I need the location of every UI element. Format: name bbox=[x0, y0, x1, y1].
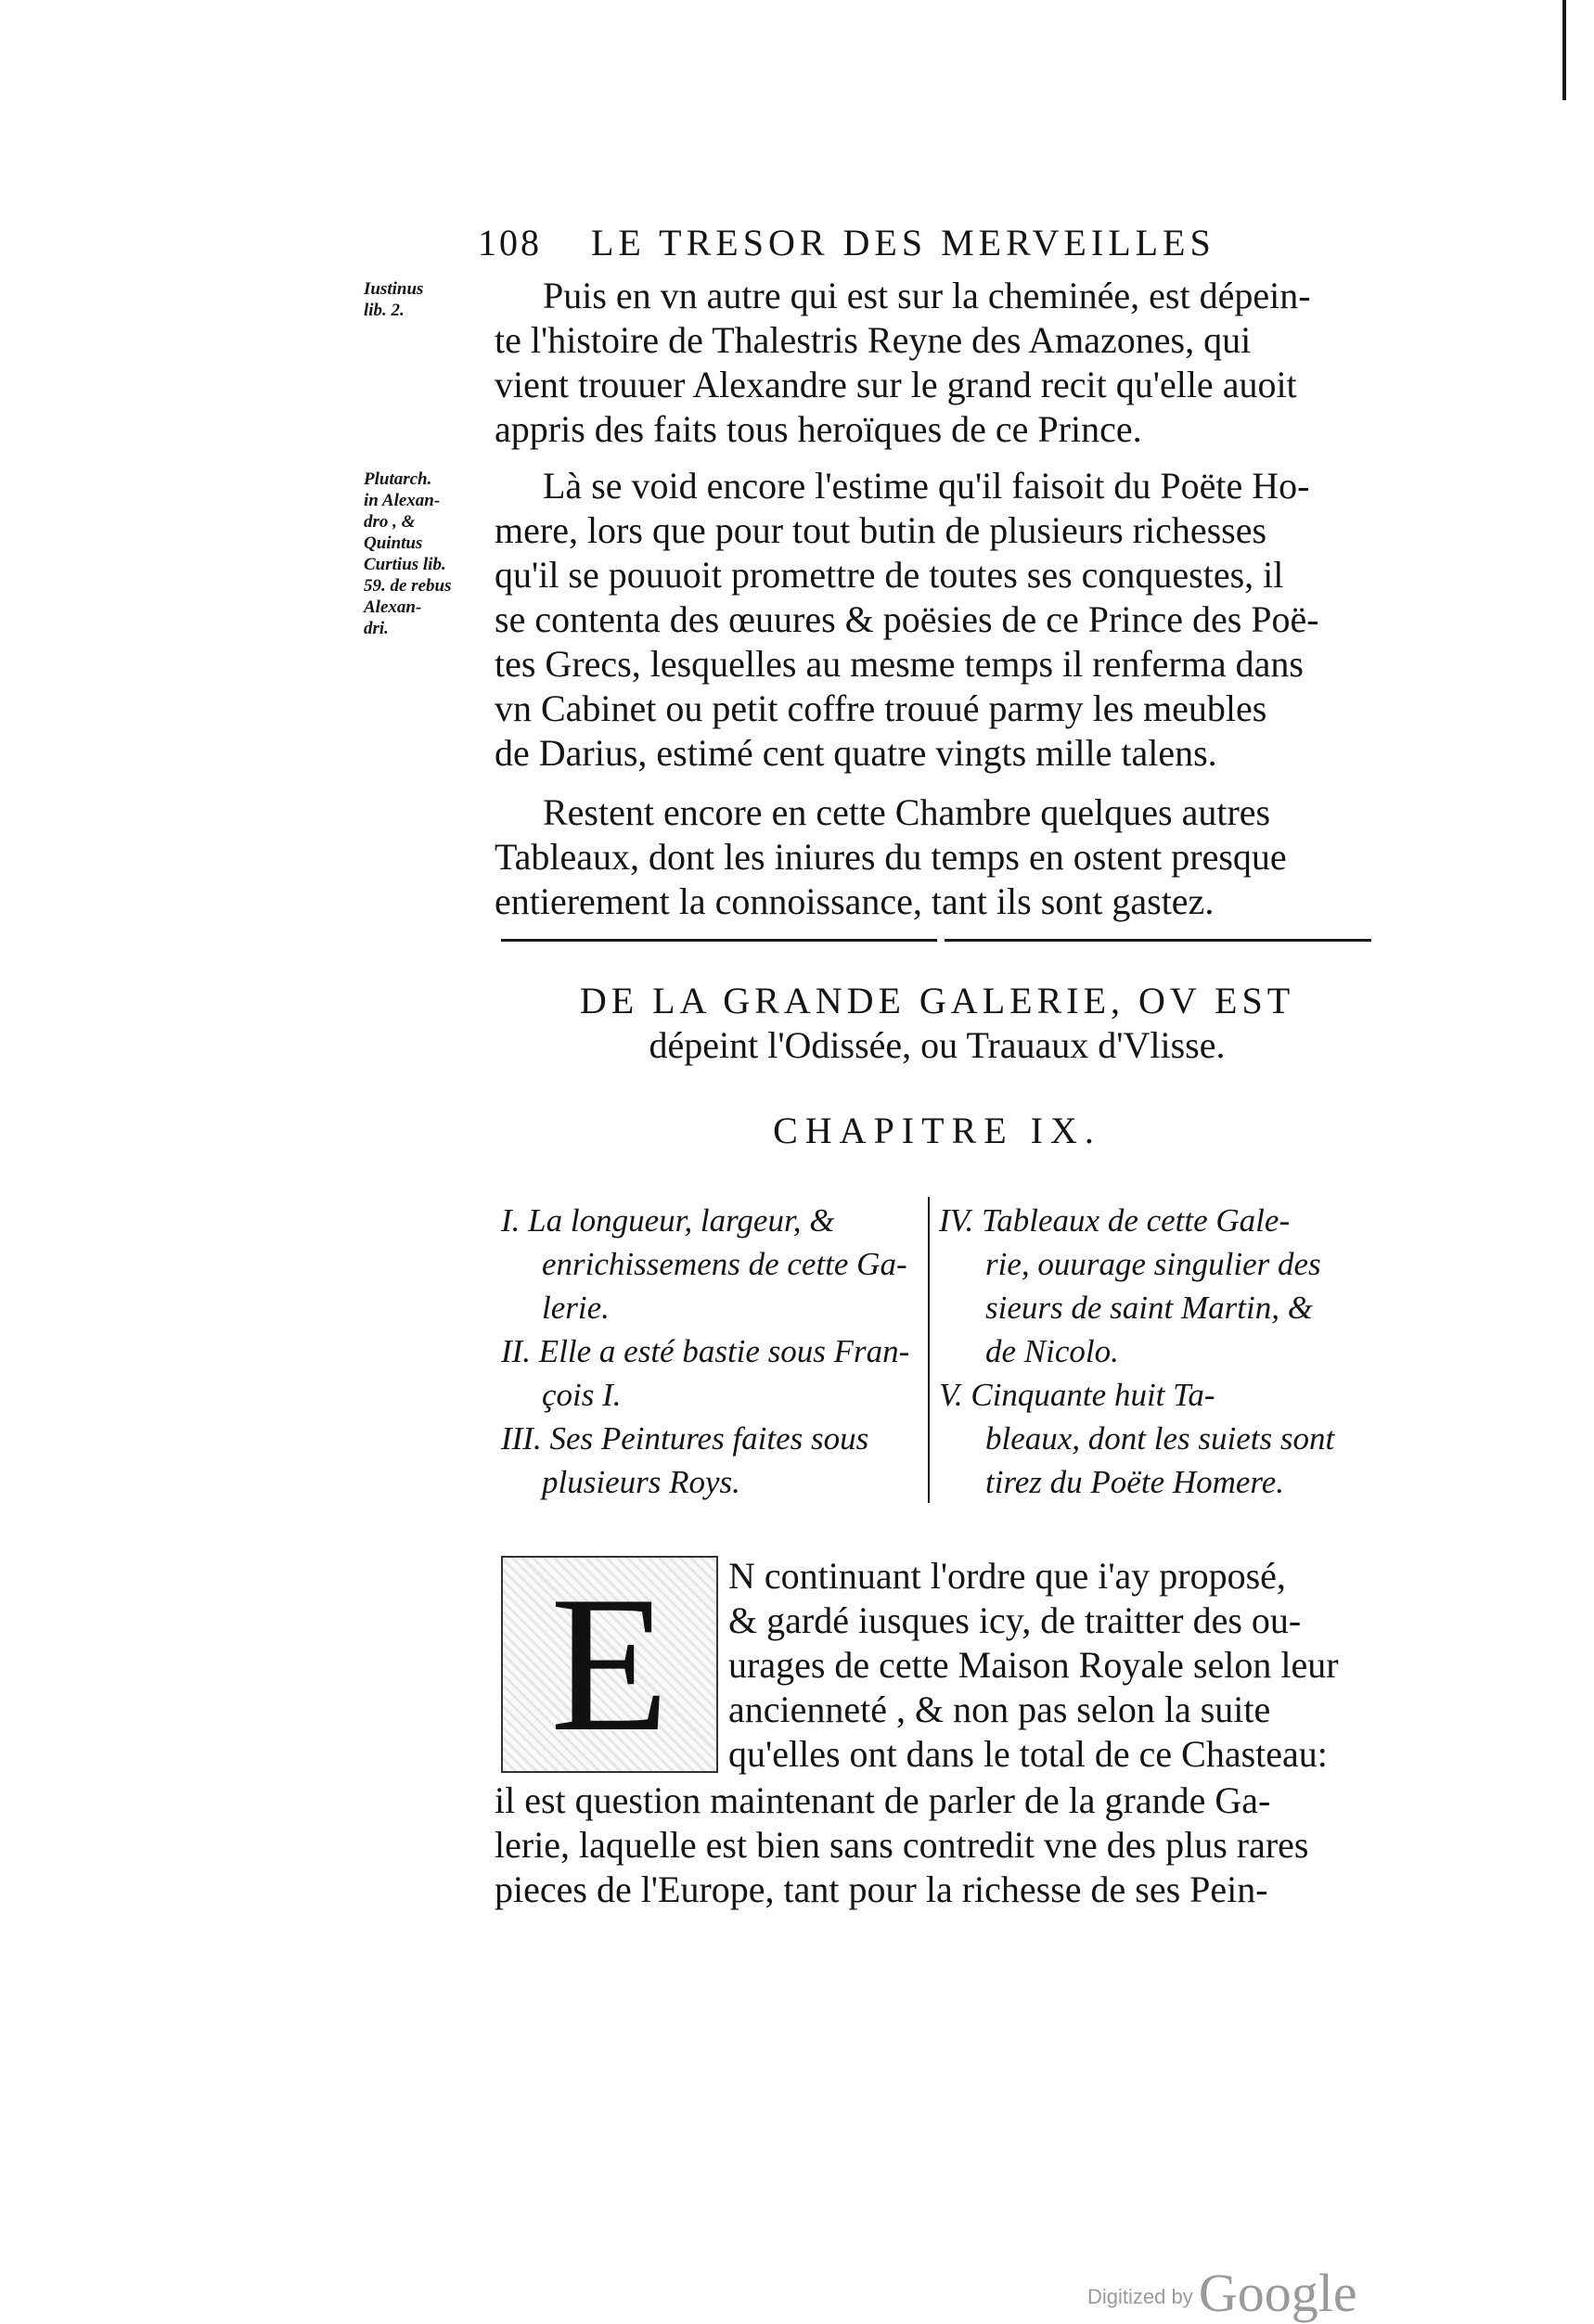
text-line: ancienneté , & non pas selon la suite bbox=[728, 1688, 1271, 1730]
summary-line: plusieurs Roys. bbox=[542, 1464, 740, 1500]
page-number: 108 bbox=[478, 222, 542, 263]
text-line: te l'histoire de Thalestris Reyne des Amazones, qui bbox=[495, 319, 1252, 361]
text-line: il est question maintenant de parler de la grande Ga- bbox=[495, 1779, 1271, 1821]
margin-note-line: Curtius lib. bbox=[364, 555, 446, 574]
text-line: tes Grecs, lesquelles au mesme temps il renferma dans bbox=[495, 643, 1304, 685]
margin-note-2 bbox=[364, 469, 451, 639]
summary-line: II. Elle a esté bastie sous Fran- bbox=[501, 1333, 910, 1369]
summary-line: III. Ses Peintures faites sous bbox=[501, 1420, 869, 1457]
text-line: lerie, laquelle est bien sans contredit vne des plus rares bbox=[495, 1824, 1309, 1866]
margin-note-line: Iustinus bbox=[364, 279, 424, 299]
section-rule-left bbox=[501, 939, 937, 942]
text-line: & gardé iusques icy, de traitter des ou- bbox=[728, 1599, 1302, 1641]
text-line: vn Cabinet ou petit coffre trouué parmy les meubles bbox=[495, 687, 1267, 729]
text-line: qu'elles ont dans le total de ce Chasteau: bbox=[728, 1733, 1328, 1775]
text-line: qu'il se pouuoit promettre de toutes ses conquestes, il bbox=[495, 554, 1284, 596]
text-line: entierement la connoissance, tant ils sont gastez. bbox=[495, 880, 1215, 922]
watermark-prefix: Digitized by bbox=[1087, 2285, 1193, 2308]
summary-left-column bbox=[501, 1199, 909, 1504]
text-line: pieces de l'Europe, tant pour la richesse de ses Pein- bbox=[495, 1868, 1268, 1910]
summary-line: bleaux, dont les suiets sont bbox=[985, 1420, 1335, 1457]
summary-line: IV. Tableaux de cette Gale- bbox=[939, 1202, 1291, 1239]
running-title: LE TRESOR DES MERVEILLES bbox=[591, 222, 1215, 263]
text-line: se contenta des œuures & poësies de ce Prince des Poë- bbox=[495, 598, 1319, 640]
summary-line: V. Cinquante huit Ta- bbox=[939, 1377, 1215, 1413]
summary-divider bbox=[928, 1197, 930, 1503]
summary-right-column bbox=[939, 1199, 1334, 1504]
section-subheading: dépeint l'Odissée, ou Trauaux d'Vlisse. bbox=[649, 1024, 1226, 1066]
margin-note-line: Plutarch. bbox=[364, 469, 432, 489]
text-line: Là se void encore l'estime qu'il faisoit du Poëte Ho- bbox=[543, 465, 1310, 507]
summary-line: sieurs de saint Martin, & bbox=[985, 1290, 1313, 1326]
dropcap-letter: E bbox=[549, 1557, 670, 1772]
margin-note-line: 59. de rebus bbox=[364, 576, 452, 596]
summary-line: rie, ouurage singulier des bbox=[985, 1246, 1321, 1282]
text-line: urages de cette Maison Royale selon leur bbox=[728, 1644, 1339, 1686]
margin-note-line: Alexan- bbox=[364, 597, 422, 617]
summary-line: lerie. bbox=[542, 1290, 610, 1326]
margin-note-1 bbox=[364, 278, 423, 321]
summary-line: enrichissemens de cette Ga- bbox=[542, 1246, 907, 1282]
page-edge-mark bbox=[1562, 0, 1566, 100]
margin-note-line: Quintus bbox=[364, 533, 423, 553]
watermark-brand: Google bbox=[1198, 2263, 1357, 2323]
digitized-watermark bbox=[1087, 2262, 1357, 2324]
text-line: Tableaux, dont les iniures du temps en ostent presque bbox=[495, 836, 1287, 878]
summary-line: I. La longueur, largeur, & bbox=[501, 1202, 835, 1239]
summary-line: çois I. bbox=[542, 1377, 622, 1413]
section-heading: DE LA GRANDE GALERIE, OV EST bbox=[579, 980, 1295, 1021]
margin-note-line: dro , & bbox=[364, 512, 416, 532]
text-line: appris des faits tous heroïques de ce Prince. bbox=[495, 408, 1142, 450]
text-line: vient trouuer Alexandre sur le grand recit qu'elle auoit bbox=[495, 364, 1297, 405]
summary-line: tirez du Poëte Homere. bbox=[985, 1464, 1285, 1500]
text-line: Restent encore en cette Chambre quelques autres bbox=[543, 791, 1271, 833]
margin-note-line: in Alexan- bbox=[364, 491, 441, 510]
text-line: mere, lors que pour tout butin de plusieurs richesses bbox=[495, 509, 1267, 551]
text-line: de Darius, estimé cent quatre vingts mille talens. bbox=[495, 732, 1217, 774]
running-head bbox=[478, 221, 1294, 264]
summary-line: de Nicolo. bbox=[985, 1333, 1119, 1369]
margin-note-line: lib. 2. bbox=[364, 301, 405, 320]
chapter-title: CHAPITRE IX. bbox=[773, 1110, 1101, 1151]
ornamental-dropcap bbox=[501, 1556, 718, 1773]
text-line: N continuant l'ordre que i'ay proposé, bbox=[728, 1555, 1286, 1597]
margin-note-line: dri. bbox=[364, 619, 389, 638]
text-line: Puis en vn autre qui est sur la cheminée, est dépein- bbox=[543, 275, 1311, 316]
section-rule-right bbox=[945, 939, 1371, 942]
